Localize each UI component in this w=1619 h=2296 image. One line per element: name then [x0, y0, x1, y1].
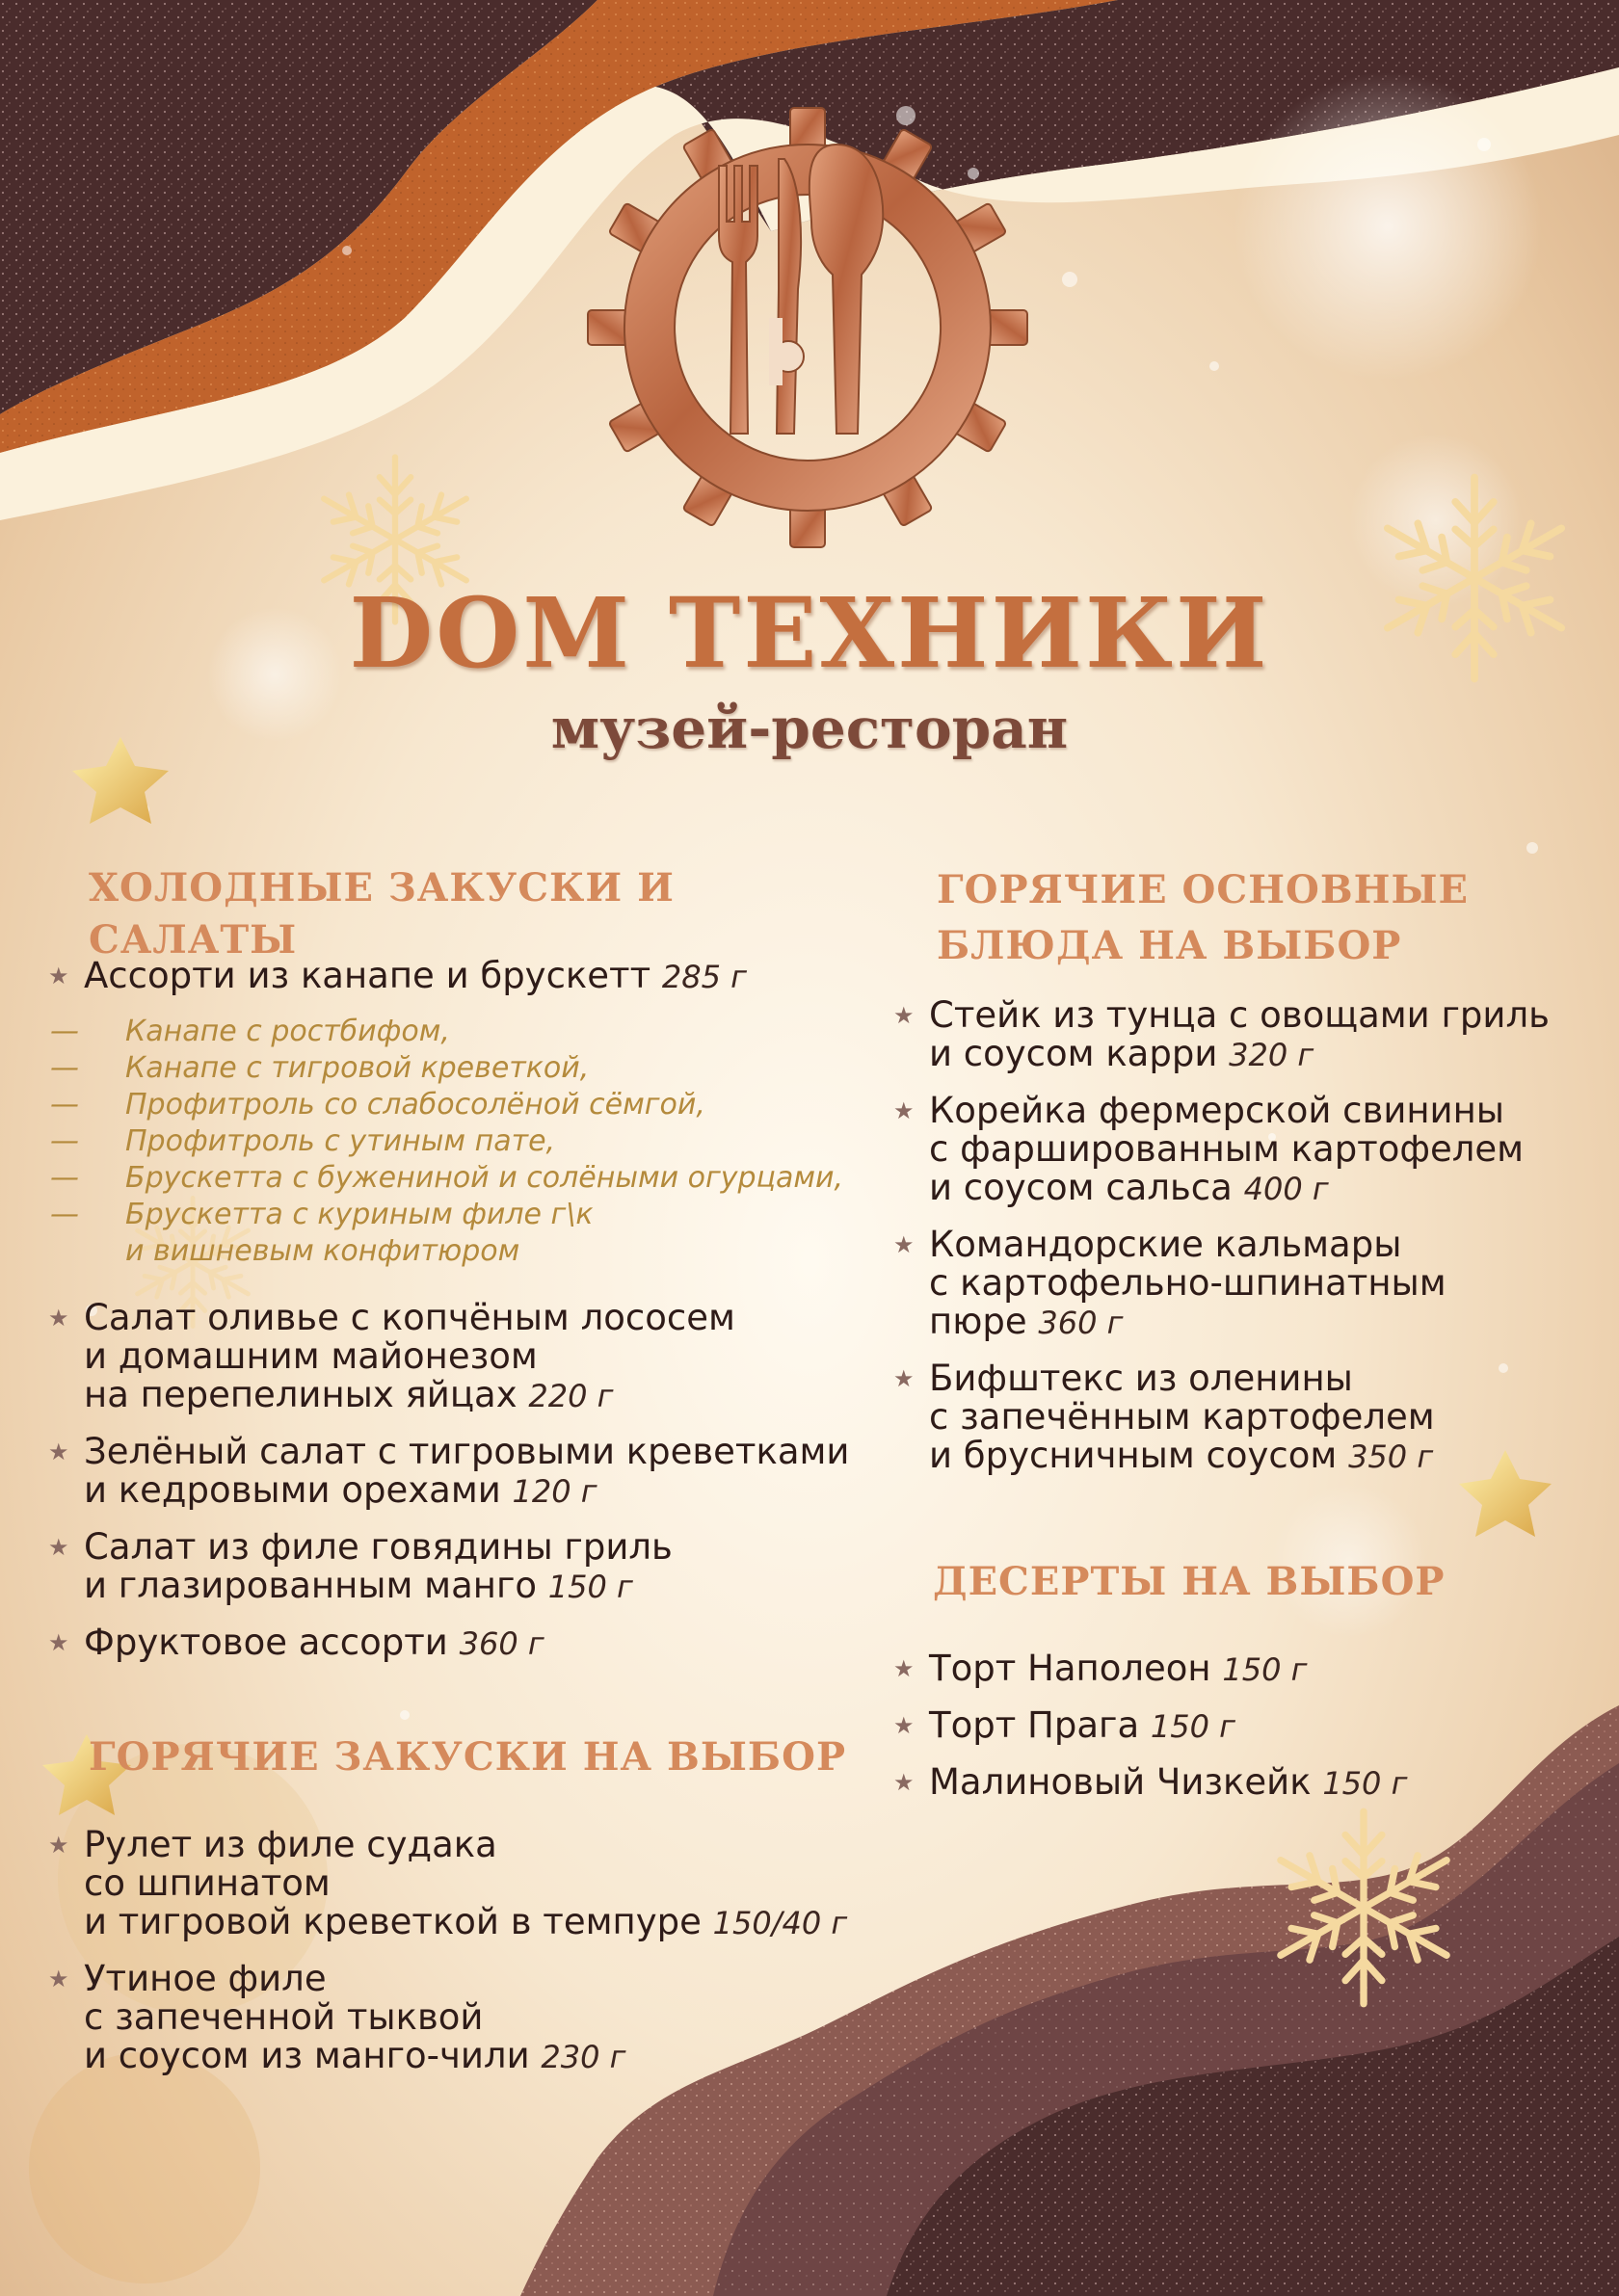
section-title-mains: ГОРЯЧИЕ ОСНОВНЫЕ БЛЮДА НА ВЫБОР — [937, 867, 1470, 968]
star-bullet-icon: ★ — [893, 1002, 915, 1029]
star-bullet-icon: ★ — [48, 1305, 69, 1332]
star-bullet-icon: ★ — [48, 1534, 69, 1561]
menu-item-name: Малиновый Чизкейк — [929, 1761, 1312, 1803]
menu-item-name: Фруктовое ассорти — [84, 1622, 448, 1663]
menu-item — [48, 1299, 877, 1415]
menu-item-name: Ассорти из канапе и брускетт — [84, 955, 651, 996]
menu-item-weight: 320 г — [1229, 1037, 1314, 1073]
desserts-list — [893, 1649, 1597, 1820]
menu-item-name: Утиное филе с запеченной тыквой и соусом из манго-чили — [84, 1958, 530, 2076]
menu-item-weight: 150 г — [547, 1569, 633, 1605]
star-bullet-icon: ★ — [893, 1712, 915, 1739]
sub-item: — Канапе с тигровой креветкой, — [50, 1051, 590, 1085]
menu-item — [48, 957, 877, 996]
menu-item — [893, 1092, 1597, 1208]
sub-item: — Профитроль со слабосолёной сёмгой, — [50, 1088, 705, 1122]
menu-item-weight: 220 г — [528, 1378, 614, 1414]
menu-item — [48, 1623, 877, 1663]
sub-item-text: Канапе с тигровой креветкой, — [125, 1051, 590, 1085]
sub-item-text: Профитроль с утиным пате, — [125, 1124, 556, 1158]
menu-item-weight: 120 г — [512, 1473, 597, 1510]
star-bullet-icon: ★ — [893, 1097, 915, 1124]
menu-item — [893, 996, 1597, 1074]
hot-starters-list — [48, 1826, 877, 2094]
star-bullet-icon: ★ — [893, 1769, 915, 1796]
section-title-cold: ХОЛОДНЫЕ ЗАКУСКИ И САЛАТЫ — [89, 865, 675, 963]
section-title-hot-starters: ГОРЯЧИЕ ЗАКУСКИ НА ВЫБОР — [89, 1734, 847, 1780]
menu-item-name: Зелёный салат с тигровыми креветками и кедровыми орехами — [84, 1431, 850, 1511]
menu-item-name: Командорские кальмары с картофельно-шпинатным пюре — [929, 1224, 1446, 1342]
menu-item-weight: 285 г — [661, 959, 747, 995]
section-mains — [937, 862, 1573, 974]
sub-item: — Канапе с ростбифом, — [50, 1015, 450, 1048]
section-desserts — [933, 1556, 1569, 1608]
canape-sub-list — [48, 1014, 877, 1270]
restaurant-title: DOM ТЕХНИКИ — [349, 576, 1270, 690]
mains-list — [893, 996, 1597, 1493]
menu-item-weight: 150 г — [1222, 1651, 1308, 1688]
section-cold-starters — [89, 862, 860, 966]
menu-item — [48, 1433, 877, 1511]
section-title-desserts: ДЕСЕРТЫ НА ВЫБОР — [933, 1559, 1446, 1604]
menu-item — [48, 1528, 877, 1606]
star-bullet-icon: ★ — [48, 1832, 69, 1859]
menu-item-weight: 350 г — [1348, 1438, 1434, 1475]
sub-item: — Брускетта с куриным филе г\к и вишневым конфитюром — [50, 1198, 594, 1268]
menu-item — [893, 1359, 1597, 1476]
sub-item: — Профитроль с утиным пате, — [50, 1124, 556, 1158]
menu-item-weight: 400 г — [1243, 1171, 1329, 1207]
star-bullet-icon: ★ — [893, 1365, 915, 1392]
sub-item-text: Профитроль со слабосолёной сёмгой, — [125, 1088, 705, 1122]
sub-item-text: Канапе с ростбифом, — [125, 1015, 450, 1048]
menu-item-name: Салат из филе говядины гриль и глазированным манго — [84, 1526, 673, 1606]
menu-item — [893, 1763, 1597, 1803]
menu-item-weight: 360 г — [459, 1625, 544, 1662]
star-bullet-icon: ★ — [48, 1629, 69, 1656]
menu-item-name: Рулет из филе судака со шпинатом и тигровой креветкой в темпуре — [84, 1824, 702, 1942]
menu-item-name: Бифштекс из оленины с запечённым картофелем и брусничным соусом — [929, 1358, 1435, 1476]
menu-item — [48, 1826, 877, 1942]
menu-item — [893, 1649, 1597, 1689]
star-bullet-icon: ★ — [48, 1438, 69, 1465]
menu-item — [48, 1960, 877, 2076]
star-bullet-icon: ★ — [893, 1655, 915, 1682]
sub-item-text: Брускетта с куриным филе г\к и вишневым конфитюром — [125, 1198, 594, 1268]
menu-item — [893, 1706, 1597, 1746]
menu-item-weight: 150/40 г — [712, 1905, 848, 1941]
sub-item-text: Брускетта с бужениной и солёными огурцами, — [125, 1161, 844, 1195]
star-bullet-icon: ★ — [48, 963, 69, 990]
menu-item-weight: 230 г — [541, 2039, 626, 2075]
menu-item-name: Корейка фермерской свинины с фаршированным картофелем и соусом сальса — [929, 1090, 1525, 1208]
section-hot-starters — [89, 1731, 860, 1783]
menu-item-weight: 360 г — [1038, 1305, 1124, 1341]
menu-item-weight: 150 г — [1150, 1708, 1235, 1745]
restaurant-subtitle: музей-ресторан — [550, 696, 1069, 761]
menu-item-name: Салат оливье с копчёным лососем и домашним майонезом на перепелиных яйцах — [84, 1297, 735, 1415]
menu-item-name: Торт Прага — [929, 1704, 1140, 1746]
menu-item-weight: 150 г — [1322, 1765, 1408, 1802]
menu-item-name: Торт Наполеон — [929, 1648, 1211, 1689]
sub-item: — Брускетта с бужениной и солёными огурцами, — [50, 1161, 844, 1195]
cold-starters-list — [48, 957, 877, 1680]
star-bullet-icon: ★ — [893, 1231, 915, 1258]
menu-item-name: Стейк из тунца с овощами гриль и соусом карри — [929, 994, 1550, 1074]
star-bullet-icon: ★ — [48, 1966, 69, 1993]
menu-item — [893, 1226, 1597, 1342]
